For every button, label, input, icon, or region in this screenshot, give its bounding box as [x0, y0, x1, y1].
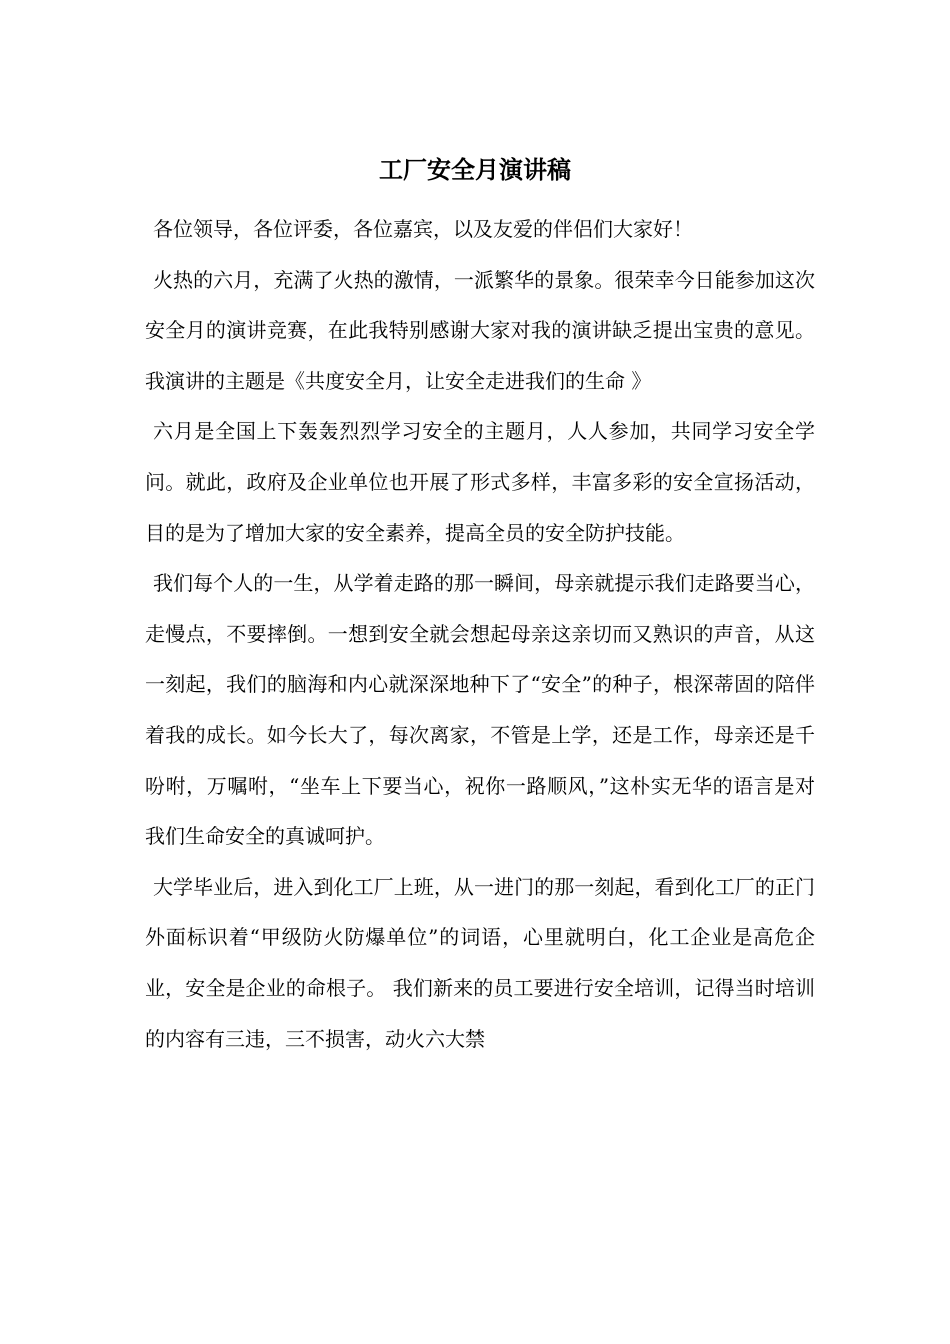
paragraph-greeting: 各位领导，各位评委，各位嘉宾，以及友爱的伴侣们大家好！ [153, 217, 693, 241]
paragraph-factory: 大学毕业后，进入到化工厂上班，从一进门的那一刻起，看到化工厂的正门外面标识着“甲级防火防爆单位”的词语，心里就明白，化工企业是高危企业，安全是企业的命根子。 我们新来的员工要进行安全培训，记得当时培训的内容有三违，三不损害，动火六大禁 [145, 874, 815, 1051]
paragraph-safety-month: 六月是全国上下轰轰烈烈学习安全的主题月，人人参加，共同学习安全学问。就此，政府及企业单位也开展了形式多样，丰富多彩的安全宣扬活动，目的是为了增加大家的安全素养，提高全员的安全防护技能。 [145, 419, 815, 545]
paragraph-intro: 火热的六月，充满了火热的激情，一派繁华的景象。很荣幸今日能参加这次安全月的演讲竞赛，在此我特别感谢大家对我的演讲缺乏提出宝贵的意见。我演讲的主题是《共度安全月，让安全走进我们的生命 》 [145, 267, 815, 393]
document-body [145, 204, 815, 1064]
paragraph-mother: 我们每个人的一生，从学着走路的那一瞬间，母亲就提示我们走路要当心，走慢点，不要摔倒。一想到安全就会想起母亲这亲切而又熟识的声音，从这一刻起，我们的脑海和内心就深深地种下了“安全”的种子，根深蒂固的陪伴着我的成长。如今长大了，每次离家，不管是上学，还是工作，母亲还是千吩咐，万嘱咐，“坐车上下要当心，祝你一路顺风，”这朴实无华的语言是对我们生命安全的真诚呵护。 [145, 571, 815, 849]
document-title: 工厂安全月演讲稿 [379, 155, 571, 184]
